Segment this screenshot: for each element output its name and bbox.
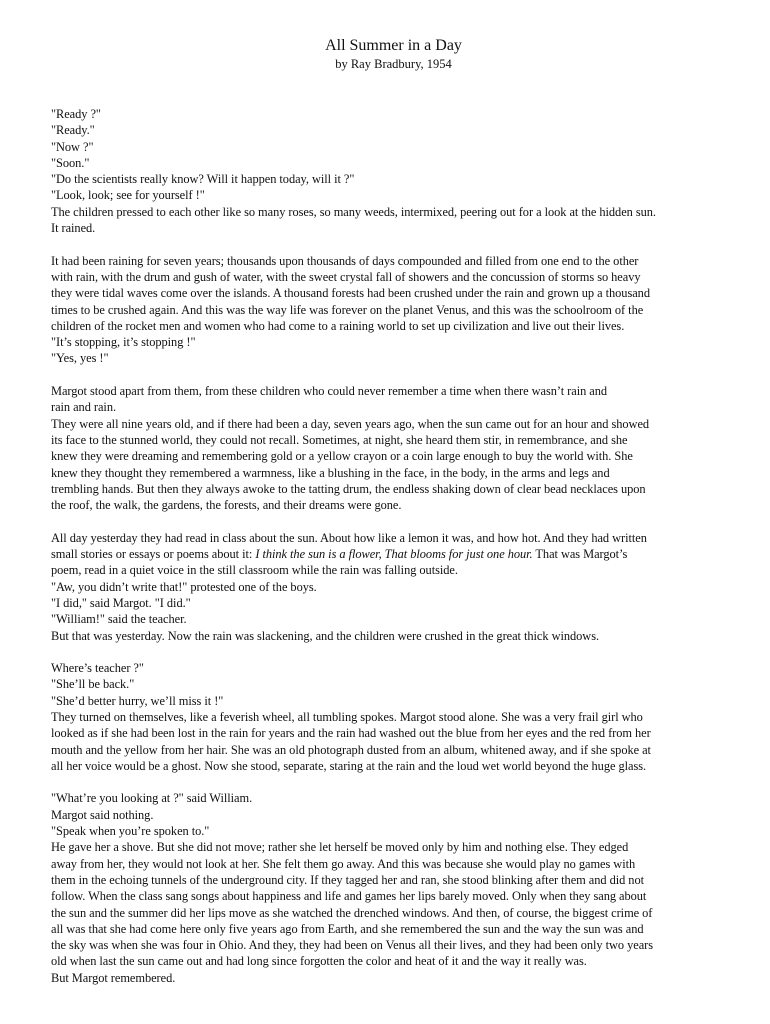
text-line: children of the rocket men and women who had come to a raining world to set up civilization and live out their lives. [51,318,625,333]
paragraph-gap [51,367,736,383]
text-fragment: small stories or essays or poems about it: [51,547,256,562]
paragraph-gap [51,513,736,529]
text-line: mouth and the yellow from her hair. She was an old photograph dusted from an album, whitened away, and if she spoke at [51,742,651,757]
text-line: all her voice would be a ghost. Now she stood, separate, staring at the rain and the loud wet world beyond the huge glass. [51,758,647,773]
text-line: with rain, with the drum and gush of water, with the sweet crystal fall of showers and the concussion of storms so heavy [51,269,641,284]
text-line: "What’re you looking at ?" said William. [51,791,253,806]
text-line: The children pressed to each other like so many roses, so many weeds, intermixed, peering out for a look at the hidden sun. [51,204,656,219]
text-line: "She’d better hurry, we’ll miss it !" [51,693,224,708]
text-line: "It’s stopping, it’s stopping !" [51,335,196,350]
text-line: It rained. [51,221,96,236]
text-line: old when last the sun came out and had long since forgotten the color and heat of it and the way it really was. [51,954,587,969]
text-fragment: That was Margot’s [532,547,628,562]
text-line: "Yes, yes !" [51,351,109,366]
text-line: "Aw, you didn’t write that!" protested one of the boys. [51,579,317,594]
text-line: them in the echoing tunnels of the underground city. If they tagged her and ran, she stood blinking after them and did not [51,872,644,887]
text-line-with-poem [51,546,736,562]
text-line: "Soon." [51,155,90,170]
text-line: Margot said nothing. [51,807,154,822]
paragraph-gap [51,774,736,790]
text-line: They were all nine years old, and if there had been a day, seven years ago, when the sun came out for an hour and showed [51,416,650,431]
text-line: looked as if she had been lost in the rain for years and the rain had washed out the blue from her eyes and the red from her [51,726,651,741]
text-line: He gave her a shove. But she did not move; rather she let herself be moved only by him and nothing else. They edged [51,840,629,855]
paragraph-6 [51,790,736,986]
text-line: They turned on themselves, like a feverish wheel, all tumbling spokes. Margot stood alone. She was a very frail girl who [51,709,643,724]
paragraph-2 [51,253,736,367]
text-line: away from her, they would not look at her. She felt them go away. And this was because she would play no games with [51,856,636,871]
paragraph-3 [51,383,736,513]
text-line: It had been raining for seven years; thousands upon thousands of days compounded and filled from one end to the other [51,253,639,268]
text-line: the roof, the walk, the gardens, the forests, and their dreams were gone. [51,498,402,513]
text-line: knew they thought they remembered a warmness, like a blushing in the face, in the body, in the arms and legs and [51,465,610,480]
text-line: trembling hands. But then they always awoke to the tatting drum, the endless shaking down of clear bead necklaces upon [51,481,646,496]
text-line: rain and rain. [51,400,117,415]
text-line: "Look, look; see for yourself !" [51,188,205,203]
paragraph-gap [51,236,736,252]
text-line: the sky was when she was four in Ohio. And they, they had been on Venus all their lives, and they had been only two years [51,938,653,953]
document-title: All Summer in a Day [325,37,462,54]
text-line: "Ready." [51,123,95,138]
text-line: "William!" said the teacher. [51,612,187,627]
text-line: "Do the scientists really know? Will it happen today, will it ?" [51,172,355,187]
text-line: knew they were dreaming and remembering gold or a yellow crayon or a coin large enough to buy the world with. She [51,449,633,464]
text-line: times to be crushed again. And this was the way life was forever on the planet Venus, and this was the schoolroom of the [51,302,644,317]
paragraph-4 [51,530,736,644]
text-line: the sun and the summer did her lips move as she watched the drenched windows. And then, of course, the biggest crime of [51,905,653,920]
text-line: follow. When the class sang songs about happiness and life and games her lips barely moved. Only when they sang about [51,889,647,904]
text-line: But Margot remembered. [51,970,176,985]
text-line: Where’s teacher ?" [51,661,144,676]
text-line: its face to the stunned world, they could not recall. Sometimes, at night, she heard them stir, in remembrance, and she [51,432,628,447]
paragraph-5 [51,660,736,774]
text-line: "I did," said Margot. "I did." [51,595,191,610]
text-line: they were tidal waves come over the islands. A thousand forests had been crushed under the rain and grown up a thousand [51,286,650,301]
paragraph-gap [51,644,736,660]
text-line: All day yesterday they had read in class about the sun. About how like a lemon it was, and how hot. And they had written [51,530,647,545]
text-line: "Speak when you’re spoken to." [51,824,210,839]
paragraph-1 [51,106,736,236]
text-line: "She’ll be back." [51,677,135,692]
story-body [51,106,736,986]
text-line: "Ready ?" [51,107,101,121]
text-line: all was that she had come here only five years ago from Earth, and she remembered the sun and the way the sun was and [51,921,644,936]
text-line: Margot stood apart from them, from these children who could never remember a time when there wasn’t rain and [51,384,608,399]
text-line: "Now ?" [51,139,94,154]
text-line: poem, read in a quiet voice in the still classroom while the rain was falling outside. [51,563,458,578]
text-line: But that was yesterday. Now the rain was slackening, and the children were crushed in the great thick windows. [51,628,600,643]
poem-quote: I think the sun is a flower, That blooms for just one hour. [255,547,533,562]
document-byline: by Ray Bradbury, 1954 [335,57,452,71]
